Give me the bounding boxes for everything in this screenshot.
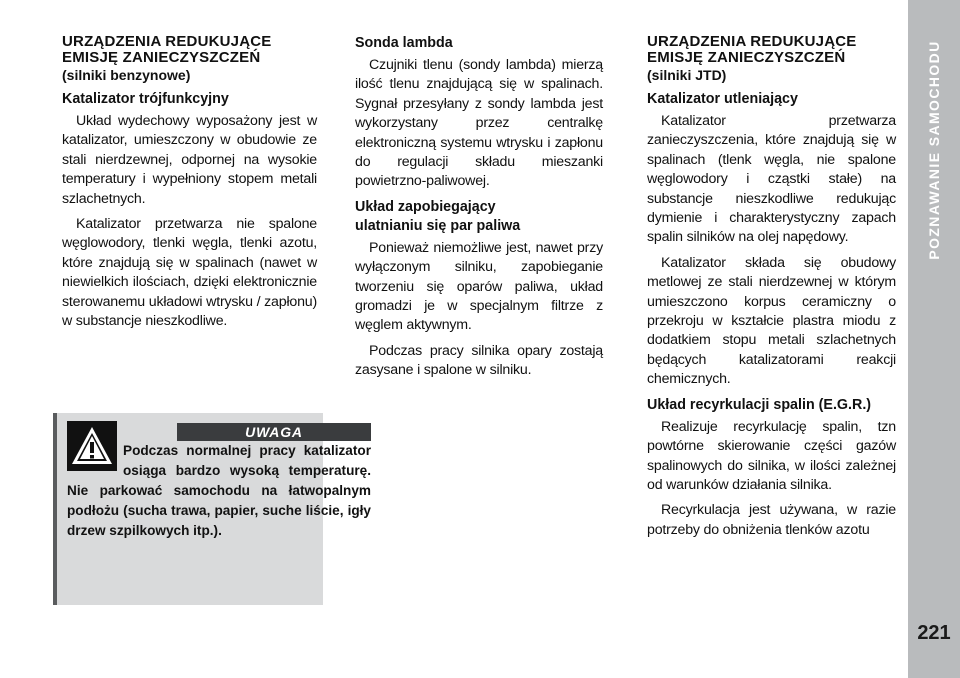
section-title: Sonda lambda: [355, 35, 453, 51]
subheading: (silniki JTD): [647, 67, 727, 83]
heading-line-2: EMISJĘ ZANIECZYSZCZEŃ: [647, 49, 846, 66]
paragraph: Układ wydechowy wyposażony jest w katalizator, umieszczony w obudowie ze stali nierdzewnej, odpornej na wysokie temperatury i wypełniony stopem metali szlachetnych.: [62, 113, 317, 207]
warning-accent-bar: [53, 413, 57, 605]
section-title: Katalizator utleniający: [647, 91, 798, 107]
paragraph: Podczas pracy silnika opary zostają zasysane i spalone w silniku.: [355, 342, 603, 379]
heading-line-1: URZĄDZENIA REDUKUJĄCE: [62, 33, 272, 50]
warning-text: Podczas normalnej pracy katalizator osiąga bardzo wysoką temperaturę. Nie parkować samochodu na łatwopalnym podłożu (sucha trawa, papier, suche liście, igły drzew szpilkowych itp.).: [67, 443, 371, 538]
paragraph: Czujniki tlenu (sondy lambda) mierzą ilość tlenu znajdującą się w spalinach. Sygnał przesyłany z sondy lambda jest wykorzystany przez centralkę elektroniczną systemu wtrysku i zapłonu do regulacji składu mieszanki powietrzno-paliwowej.: [355, 57, 603, 190]
section-label: POZNAWANIE SAMOCHODU: [926, 40, 942, 260]
paragraph: Ponieważ niemożliwe jest, nawet przy wyłączonym silniku, zapobieganie tworzeniu się oparów paliwa, układ gromadzi je w specjalnym filtrze z węglem aktywnym.: [355, 239, 603, 334]
subheading: (silniki benzynowe): [62, 67, 191, 83]
column-right: [647, 34, 896, 540]
warning-box: [53, 413, 371, 605]
section-title: Układ recyrkulacji spalin (E.G.R.): [647, 396, 872, 413]
paragraph: Katalizator przetwarza zanieczyszczenia, które znajdują się w spalinach (tlenk węgla, nie spalone węglowodory i cząstki stałe) na substancje nieszkodliwe redukując dymienie i charakterystyczny zapach spalin silników na olej napędowy.: [647, 113, 896, 246]
paragraph: Katalizator składa się obudowy metlowej ze stali nierdzewnej w którym umieszczono korpus ceramiczny o przekroju w kształcie plastra miodu z dodatkiem stopu metali szlachetnych będących katalizatorami reakcji chemicznych.: [647, 254, 896, 388]
page-number: 221: [917, 622, 951, 644]
section-title: Katalizator trójfunkcyjny: [62, 91, 229, 107]
warning-text-block: [67, 441, 371, 541]
warning-title: UWAGA: [177, 423, 371, 441]
column-middle: [355, 34, 603, 381]
heading-line-1: URZĄDZENIA REDUKUJĄCE: [647, 33, 857, 50]
section-title: Układ zapobiegający ulatnianiu się par paliwa: [355, 198, 521, 234]
heading-line-2: EMISJĘ ZANIECZYSZCZEŃ: [62, 49, 261, 66]
paragraph: Realizuje recyrkulację spalin, tzn powtórne skierowanie części gazów spalinowych do silnika, w ilości zależnej od warunków działania silnika.: [647, 418, 896, 493]
paragraph: Recyrkulacja jest używana, w razie potrzeby do obniżenia tlenków azotu: [647, 502, 896, 538]
column-left: [62, 34, 317, 331]
paragraph: Katalizator przetwarza nie spalone węglowodory, tlenki węgla, tlenki azotu, które znajdują się w spalinach (nawet w niewielkich ilościach, dzięki elektronicznie sterowanemu układowi wtrysku / zapłonu) w substancje nieszkodliwe.: [62, 216, 317, 330]
